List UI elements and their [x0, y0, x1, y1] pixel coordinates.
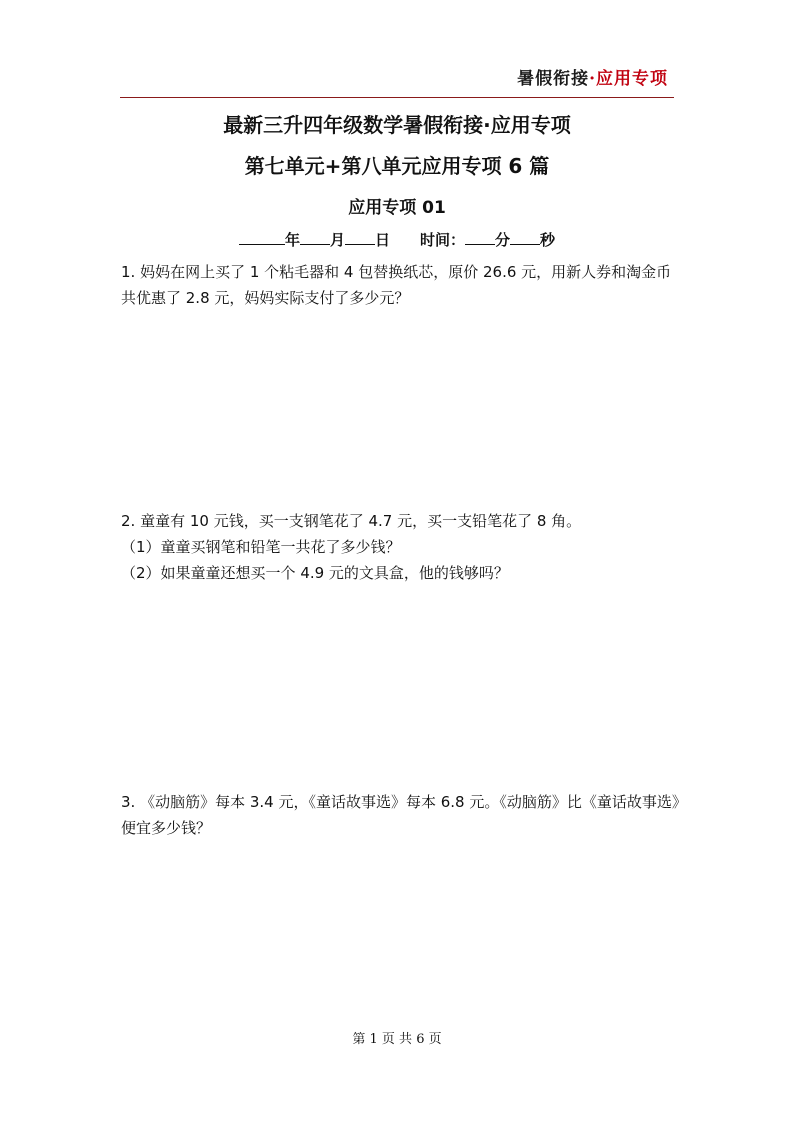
month-label: 月 — [329, 231, 345, 249]
year-blank[interactable] — [239, 230, 285, 245]
day-blank[interactable] — [345, 230, 375, 245]
date-line — [0, 229, 794, 250]
minute-label: 分 — [495, 231, 511, 249]
question-2-text: 2. 童童有 10 元钱，买一支钢笔花了 4.7 元，买一支铅笔花了 8 角。 — [121, 512, 582, 530]
header-brand-right: 应用专项 — [596, 69, 668, 89]
minute-blank[interactable] — [465, 230, 495, 245]
header-rule — [120, 97, 674, 98]
time-label: 时间： — [420, 231, 466, 249]
question-1 — [121, 259, 681, 311]
section-title: 应用专项 01 — [348, 198, 446, 218]
month-blank[interactable] — [300, 230, 330, 245]
day-label: 日 — [374, 231, 390, 249]
question-2-sub-1: （1）童童买钢笔和铅笔一共花了多少钱？ — [121, 538, 401, 556]
question-3-text: 3. 《动脑筋》每本 3.4 元，《童话故事选》每本 6.8 元。《动脑筋》比《童话故事选》便宜多少钱？ — [121, 793, 680, 837]
second-blank[interactable] — [510, 230, 540, 245]
sub-title: 第七单元+第八单元应用专项 6 篇 — [244, 154, 550, 178]
question-2-sub-2: （2）如果童童还想买一个 4.9 元的文具盒，他的钱够吗？ — [121, 564, 509, 582]
question-2 — [121, 508, 681, 586]
question-3 — [121, 789, 681, 841]
second-label: 秒 — [540, 231, 556, 249]
year-label: 年 — [284, 231, 300, 249]
header-brand-left: 暑假衔接 — [517, 69, 590, 89]
header-brand-dot: · — [589, 69, 596, 89]
question-1-text: 1. 妈妈在网上买了 1 个粘毛器和 4 包替换纸芯，原价 26.6 元，用新人券和淘金币共优惠了 2.8 元，妈妈实际支付了多少元？ — [121, 263, 672, 307]
main-title: 最新三升四年级数学暑假衔接·应用专项 — [223, 113, 571, 137]
header-brand — [517, 64, 668, 89]
page-footer: 第 1 页 共 6 页 — [352, 1032, 442, 1047]
